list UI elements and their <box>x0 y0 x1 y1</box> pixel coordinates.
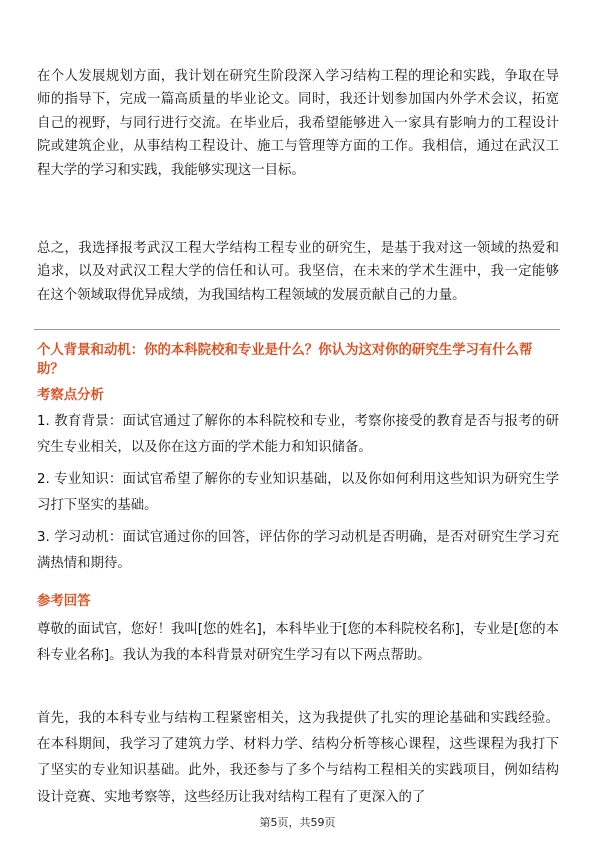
page-number: 第5页，共59页 <box>259 816 336 829</box>
answer-paragraph: 尊敬的面试官，您好！我叫[您的姓名]，本科毕业于[您的本科院校名称]，专业是[您的本科专业名称]。我认为我的本科背景对研究生学习有以下两点帮助。 <box>37 622 559 663</box>
answer-heading: 参考回答 <box>37 594 91 609</box>
analysis-list <box>37 409 559 583</box>
intro-paragraph: 在个人发展规划方面，我计划在研究生阶段深入学习结构工程的理论和实践，争取在导师的指导下，完成一篇高质量的毕业论文。同时，我还计划参加国内外学术会议，拓宽自己的视野，与同行进行交流。在毕业后，我希望能够进入一家具有影响力的工程设计院或建筑企业，从事结构工程设计、施工与管理等方面的工作。我相信，通过在武汉工程大学的学习和实践，我能够实现这一目标。 <box>37 69 559 178</box>
conclusion-paragraph: 总之，我选择报考武汉工程大学结构工程专业的研究生，是基于我对这一领域的热爱和追求，以及对武汉工程大学的信任和认可。我坚信，在未来的学术生涯中，我一定能够在这个领域取得优异成绩，为我国结构工程领域的发展贡献自己的力量。 <box>37 241 559 303</box>
list-item: 2. 专业知识：面试官希望了解你的专业知识基础，以及你如何利用这些知识为研究生学习打下坚实的基础。 <box>37 472 559 513</box>
interview-question: 个人背景和动机：你的本科院校和专业是什么？你认为这对你的研究生学习有什么帮助？ <box>37 343 533 377</box>
list-item: 1. 教育背景：面试官通过了解你的本科院校和专业，考察你接受的教育是否与报考的研究生专业相关，以及你在这方面的学术能力和知识储备。 <box>37 414 559 455</box>
answer-paragraph: 首先，我的本科专业与结构工程紧密相关，这为我提供了扎实的理论基础和实践经验。在本科期间，我学习了建筑力学、材料力学、结构分析等核心课程，这些课程为我打下了坚实的专业知识基础。此外，我还参与了多个与结构工程相关的实践项目，例如结构设计竞赛、实地考察等，这些经历让我对结构工程有了更深入的了 <box>37 711 559 805</box>
list-item: 3. 学习动机：面试官通过你的回答，评估你的学习动机是否明确，是否对研究生学习充满热情和期待。 <box>37 530 559 571</box>
analysis-heading: 考察点分析 <box>37 388 104 403</box>
section-divider <box>34 329 560 330</box>
